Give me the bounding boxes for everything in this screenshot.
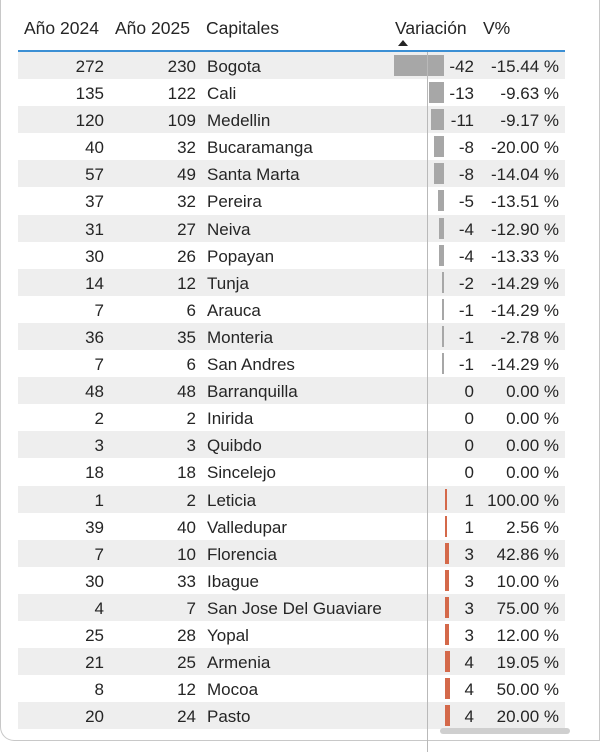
cell-variacion: 3 <box>464 598 474 618</box>
cell-capital: Popayan <box>207 246 275 266</box>
cell-ano-2024: 21 <box>85 653 104 673</box>
cell-ano-2025: 18 <box>177 463 196 483</box>
variacion-bar <box>434 136 444 157</box>
cell-variacion: -5 <box>458 192 474 212</box>
cell-ano-2024: 135 <box>75 84 104 104</box>
cell-ano-2025: 6 <box>186 300 196 320</box>
cell-v-pct: 20.00 % <box>496 707 559 727</box>
column-header-capitales[interactable]: Capitales <box>206 18 279 38</box>
cell-v-pct: 0.00 % <box>506 382 559 402</box>
variacion-bar <box>439 245 444 266</box>
table-row[interactable] <box>18 106 565 133</box>
cell-variacion: 4 <box>464 680 474 700</box>
cell-capital: Pasto <box>207 707 251 727</box>
column-header-ano-2024[interactable]: Año 2024 <box>24 18 99 38</box>
cell-ano-2024: 30 <box>85 571 104 591</box>
cell-capital: Valledupar <box>207 517 288 537</box>
variacion-bar <box>445 516 447 537</box>
cell-ano-2024: 36 <box>85 327 104 347</box>
cell-v-pct: 0.00 % <box>506 436 559 456</box>
variacion-bar <box>445 570 449 591</box>
cell-variacion: 4 <box>464 653 474 673</box>
cell-variacion: 0 <box>464 463 474 483</box>
cell-ano-2025: 33 <box>177 571 196 591</box>
table-row[interactable] <box>18 513 565 540</box>
cell-v-pct: -14.04 % <box>490 165 559 185</box>
cell-variacion: 3 <box>464 625 474 645</box>
variacion-bar <box>394 55 444 76</box>
cell-v-pct: -9.17 % <box>500 111 559 131</box>
cell-variacion: -42 <box>449 57 474 76</box>
cell-capital: Bogota <box>207 57 261 76</box>
variacion-bar <box>442 272 444 293</box>
variacion-bar <box>445 678 450 699</box>
cell-capital: Neiva <box>207 219 251 239</box>
table-row[interactable] <box>18 133 565 160</box>
table-header <box>18 0 565 52</box>
variacion-bar <box>445 543 449 564</box>
column-header-ano-2025[interactable]: Año 2025 <box>115 18 190 38</box>
table-row[interactable] <box>18 296 565 323</box>
cell-variacion: 4 <box>464 707 474 727</box>
cell-variacion: 3 <box>464 544 474 564</box>
cell-v-pct: 19.05 % <box>496 653 559 673</box>
cell-v-pct: 50.00 % <box>496 680 559 700</box>
table-row[interactable] <box>18 269 565 296</box>
cell-v-pct: -9.63 % <box>500 84 559 104</box>
cell-ano-2025: 28 <box>177 625 196 645</box>
cell-capital: Armenia <box>207 653 271 673</box>
cell-capital: Tunja <box>207 273 249 293</box>
table-row[interactable] <box>18 350 565 377</box>
table-body <box>18 52 565 729</box>
column-header-v-pct[interactable]: V% <box>483 18 511 38</box>
table-row[interactable] <box>18 594 565 621</box>
cell-variacion: -1 <box>458 300 474 320</box>
cell-ano-2025: 7 <box>186 598 196 618</box>
cell-ano-2024: 7 <box>94 355 104 375</box>
cell-ano-2025: 27 <box>177 219 196 239</box>
cell-v-pct: -14.29 % <box>490 355 559 375</box>
variacion-bar <box>429 82 444 103</box>
cell-ano-2025: 25 <box>177 653 196 673</box>
cell-ano-2025: 122 <box>167 84 196 104</box>
table-row[interactable] <box>18 486 565 513</box>
variacion-bar <box>442 299 444 320</box>
cell-ano-2024: 37 <box>85 192 104 212</box>
horizontal-scrollbar[interactable] <box>440 728 570 734</box>
cell-capital: Quibdo <box>207 436 262 456</box>
cell-ano-2025: 10 <box>177 544 196 564</box>
cell-capital: Medellin <box>207 111 271 131</box>
cell-ano-2024: 272 <box>75 57 104 76</box>
variacion-zero-axis <box>427 52 428 752</box>
table-row[interactable] <box>18 567 565 594</box>
cell-capital: Mocoa <box>207 680 259 700</box>
cell-ano-2025: 2 <box>186 409 196 429</box>
cell-variacion: 0 <box>464 436 474 456</box>
cell-capital: Pereira <box>207 192 262 212</box>
cell-variacion: -13 <box>449 84 474 104</box>
cell-capital: Florencia <box>207 544 277 564</box>
cell-ano-2025: 49 <box>177 165 196 185</box>
cell-ano-2024: 14 <box>85 273 104 293</box>
variacion-bar <box>431 109 444 130</box>
cell-ano-2024: 18 <box>85 463 104 483</box>
cell-variacion: -11 <box>450 111 474 131</box>
table-row[interactable] <box>18 215 565 242</box>
cell-capital: Cali <box>207 84 237 104</box>
cell-capital: Leticia <box>207 490 257 510</box>
cell-ano-2024: 8 <box>94 680 104 700</box>
table-row[interactable] <box>18 675 565 702</box>
variacion-bar <box>442 353 444 374</box>
sort-ascending-icon[interactable] <box>398 40 408 46</box>
cell-ano-2024: 3 <box>94 436 104 456</box>
cell-ano-2025: 32 <box>177 138 196 158</box>
cell-ano-2024: 4 <box>94 598 104 618</box>
cell-ano-2025: 12 <box>177 680 196 700</box>
cell-v-pct: 100.00 % <box>487 490 559 510</box>
table-row[interactable] <box>18 702 565 729</box>
cell-v-pct: 75.00 % <box>496 598 559 618</box>
cell-v-pct: 12.00 % <box>496 625 559 645</box>
cell-variacion: 3 <box>464 571 474 591</box>
table-row[interactable] <box>18 431 565 458</box>
cell-variacion: -2 <box>458 273 474 293</box>
variacion-bar <box>439 218 444 239</box>
table-row[interactable] <box>18 648 565 675</box>
cell-ano-2025: 3 <box>186 436 196 456</box>
cell-capital: Yopal <box>207 625 249 645</box>
cell-v-pct: -13.51 % <box>490 192 559 212</box>
table-row[interactable] <box>18 540 565 567</box>
table-row[interactable] <box>18 377 565 404</box>
cell-capital: Santa Marta <box>207 165 300 185</box>
table-row[interactable] <box>18 621 565 648</box>
table-row[interactable] <box>18 458 565 485</box>
cell-capital: Monteria <box>207 327 274 347</box>
cell-capital: Ibague <box>207 571 259 591</box>
cell-ano-2024: 20 <box>85 707 104 727</box>
cell-ano-2024: 120 <box>75 111 104 131</box>
cell-v-pct: -12.90 % <box>490 219 559 239</box>
cell-capital: Inirida <box>207 409 254 429</box>
variacion-bar <box>445 624 449 645</box>
cell-capital: San Andres <box>207 355 295 375</box>
cell-capital: Bucaramanga <box>207 138 313 158</box>
variacion-bar <box>445 489 447 510</box>
table-row[interactable] <box>18 323 565 350</box>
variacion-bar <box>445 651 450 672</box>
cell-v-pct: 0.00 % <box>506 409 559 429</box>
cell-v-pct: -15.44 % <box>490 57 559 76</box>
cell-ano-2024: 2 <box>94 409 104 429</box>
cell-ano-2025: 6 <box>186 355 196 375</box>
cell-ano-2024: 57 <box>85 165 104 185</box>
cell-capital: San Jose Del Guaviare <box>207 598 382 618</box>
cell-ano-2025: 48 <box>177 382 196 402</box>
cell-variacion: -1 <box>458 355 474 375</box>
capitales-table <box>18 0 565 729</box>
cell-v-pct: -13.33 % <box>490 246 559 266</box>
cell-ano-2025: 230 <box>167 57 196 76</box>
cell-v-pct: -14.29 % <box>490 300 559 320</box>
cell-ano-2025: 109 <box>167 111 196 131</box>
cell-ano-2025: 24 <box>177 707 196 727</box>
cell-ano-2025: 32 <box>177 192 196 212</box>
cell-variacion: -8 <box>458 138 474 158</box>
cell-capital: Sincelejo <box>207 463 276 483</box>
table-row[interactable] <box>18 404 565 431</box>
table-row[interactable] <box>18 79 565 106</box>
table-row[interactable] <box>18 187 565 214</box>
variacion-bar <box>434 163 444 184</box>
variacion-bar <box>438 190 444 211</box>
cell-ano-2025: 12 <box>177 273 196 293</box>
cell-ano-2024: 39 <box>85 517 104 537</box>
cell-variacion: 0 <box>464 409 474 429</box>
cell-v-pct: 2.56 % <box>506 517 559 537</box>
cell-ano-2024: 1 <box>94 490 104 510</box>
cell-ano-2025: 26 <box>177 246 196 266</box>
cell-ano-2024: 48 <box>85 382 104 402</box>
cell-ano-2025: 2 <box>186 490 196 510</box>
cell-ano-2024: 7 <box>94 300 104 320</box>
column-header-variacion[interactable]: Variación <box>395 18 467 38</box>
table-row[interactable] <box>18 52 565 79</box>
cell-ano-2025: 35 <box>177 327 196 347</box>
cell-variacion: -4 <box>458 219 474 239</box>
table-row[interactable] <box>18 242 565 269</box>
cell-ano-2024: 30 <box>85 246 104 266</box>
table-row[interactable] <box>18 160 565 187</box>
cell-ano-2024: 25 <box>85 625 104 645</box>
variacion-bar <box>445 705 450 726</box>
cell-ano-2024: 7 <box>94 544 104 564</box>
cell-v-pct: 10.00 % <box>496 571 559 591</box>
cell-variacion: -8 <box>458 165 474 185</box>
cell-variacion: -4 <box>458 246 474 266</box>
cell-capital: Arauca <box>207 300 261 320</box>
cell-v-pct: 42.86 % <box>496 544 559 564</box>
cell-variacion: 0 <box>464 382 474 402</box>
variacion-bar <box>445 597 449 618</box>
variacion-bar <box>442 326 444 347</box>
cell-v-pct: 0.00 % <box>506 463 559 483</box>
cell-variacion: 1 <box>464 490 474 510</box>
cell-v-pct: -2.78 % <box>500 327 559 347</box>
cell-ano-2025: 40 <box>177 517 196 537</box>
cell-capital: Barranquilla <box>207 382 298 402</box>
cell-ano-2024: 40 <box>85 138 104 158</box>
cell-variacion: -1 <box>458 327 474 347</box>
cell-v-pct: -20.00 % <box>490 138 559 158</box>
cell-variacion: 1 <box>464 517 474 537</box>
cell-ano-2024: 31 <box>85 219 104 239</box>
cell-v-pct: -14.29 % <box>490 273 559 293</box>
